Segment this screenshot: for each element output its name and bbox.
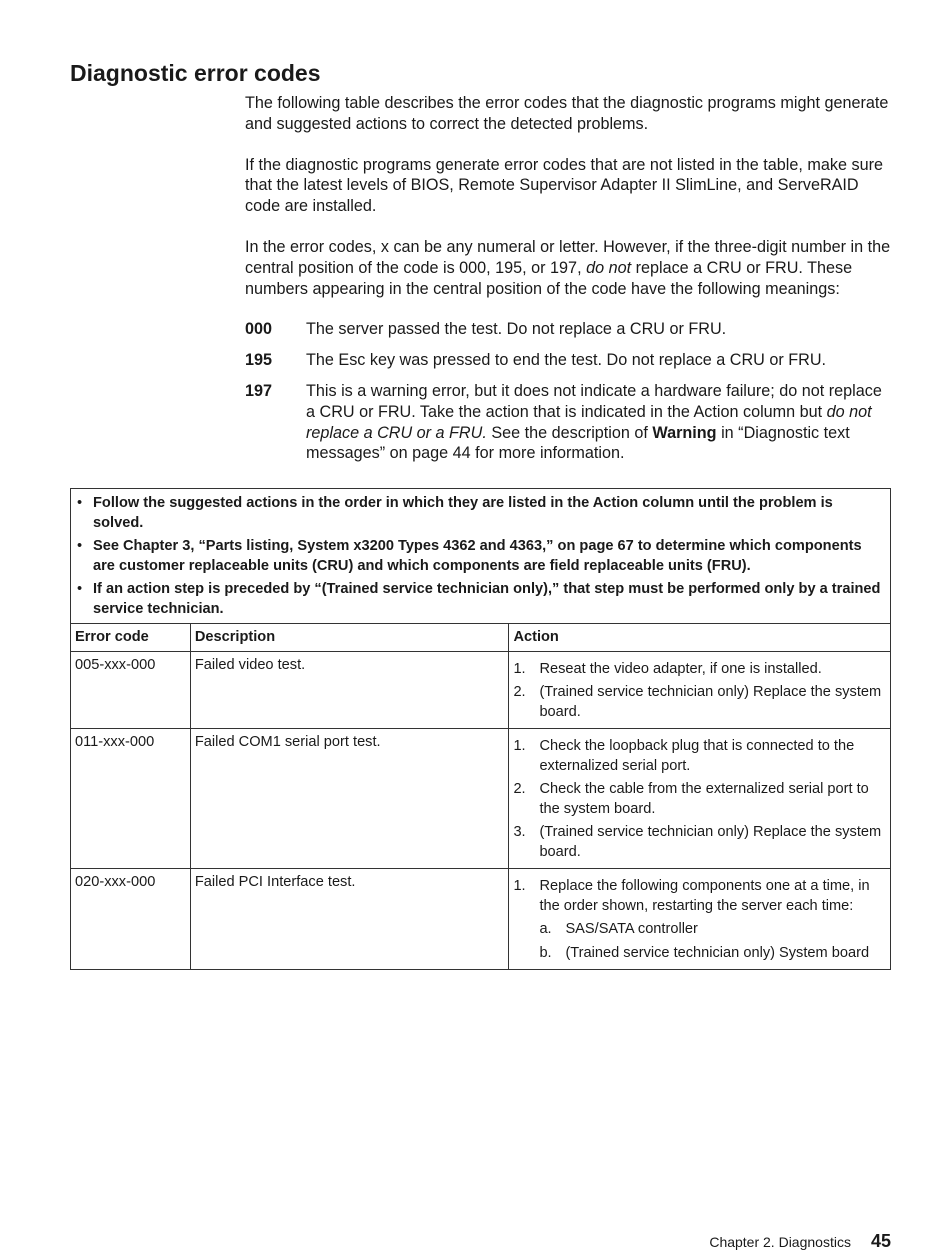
step-number: 1. bbox=[513, 878, 526, 894]
description-cell: Failed COM1 serial port test. bbox=[190, 729, 509, 869]
step-text: Reseat the video adapter, if one is installed. bbox=[539, 660, 822, 677]
step-number: 2. bbox=[513, 684, 526, 700]
action-substeps bbox=[539, 920, 882, 963]
step-number: 3. bbox=[513, 824, 526, 840]
substep-text: SAS/SATA controller bbox=[565, 921, 698, 937]
action-substep bbox=[539, 944, 882, 964]
code-meaning-item bbox=[245, 381, 895, 464]
table-header-row bbox=[71, 624, 891, 652]
error-code-cell: 005-xxx-000 bbox=[71, 651, 191, 729]
table-notes-list bbox=[75, 494, 884, 619]
step-number: 1. bbox=[513, 660, 526, 677]
action-cell bbox=[509, 729, 891, 869]
substep-text: (Trained service technician only) System board bbox=[565, 944, 870, 961]
code-meanings-list bbox=[245, 319, 895, 464]
meaning-text-a: This is a warning error, but it does not indicate a hardware failure; do not replace a CRU or FRU. Take the action that is indicated in the Action column but bbox=[306, 381, 882, 421]
column-header-description: Description bbox=[190, 624, 509, 652]
error-code-cell: 011-xxx-000 bbox=[71, 729, 191, 869]
action-substep bbox=[539, 920, 882, 940]
step-content bbox=[539, 877, 882, 963]
table-row bbox=[71, 869, 891, 970]
meaning-code: 000 bbox=[245, 320, 273, 339]
column-header-action: Action bbox=[509, 624, 891, 652]
step-text: (Trained service technician only) Replace the system board. bbox=[539, 684, 882, 720]
page-number: 45 bbox=[870, 1231, 891, 1251]
table-note: • If an action step is preceded by “(Trained service technician only),” that step must be performed only by a trained service technician. bbox=[75, 580, 884, 619]
table-note: • Follow the suggested actions in the order in which they are listed in the Action column until the problem is solved. bbox=[75, 494, 884, 533]
code-meaning-item bbox=[245, 319, 895, 340]
meaning-text bbox=[306, 381, 895, 464]
intro-paragraph-3-text-a: In the error codes, x can be any numeral or letter. However, if the three-digit number in the central position of the code is 000, 195, or 197, bbox=[245, 237, 891, 277]
meaning-text-b: See the description of bbox=[491, 423, 648, 442]
action-step bbox=[513, 823, 882, 862]
intro-paragraph-3-text-b: replace a CRU or FRU. These numbers appearing in the central position of the code have the following meanings: bbox=[245, 258, 853, 298]
action-cell bbox=[509, 869, 891, 970]
meaning-code: 197 bbox=[245, 381, 273, 400]
table-row bbox=[71, 729, 891, 869]
intro-paragraph-1: The following table describes the error codes that the diagnostic programs might generate and suggested actions to correct the detected problems. bbox=[245, 94, 889, 133]
meaning-emphasis: do not replace a CRU or a FRU. bbox=[306, 402, 872, 442]
substep-letter: a. bbox=[539, 921, 552, 937]
meaning-text: The Esc key was pressed to end the test. Do not replace a CRU or FRU. bbox=[306, 351, 827, 370]
intro-paragraph-2: If the diagnostic programs generate error codes that are not listed in the table, make sure that the latest levels of BIOS, Remote Supervisor Adapter II SlimLine, and ServeRAID code are installed. bbox=[245, 155, 883, 216]
footer-chapter: Chapter 2. Diagnostics bbox=[709, 1234, 851, 1250]
action-step bbox=[513, 737, 882, 776]
action-steps bbox=[513, 877, 882, 963]
step-text: (Trained service technician only) Replace the system board. bbox=[539, 824, 882, 860]
meaning-text: The server passed the test. Do not replace a CRU or FRU. bbox=[306, 320, 727, 339]
table-note: • See Chapter 3, “Parts listing, System x3200 Types 4362 and 4363,” on page 67 to determine which components are customer replaceable units (CRU) and which components are field replaceable units (FRU). bbox=[75, 537, 884, 576]
description-cell: Failed video test. bbox=[190, 651, 509, 729]
column-header-error-code: Error code bbox=[71, 624, 191, 652]
error-code-cell: 020-xxx-000 bbox=[71, 869, 191, 970]
code-meaning-item bbox=[245, 350, 895, 371]
action-steps bbox=[513, 737, 882, 862]
meaning-strong: Warning bbox=[652, 423, 717, 442]
action-step bbox=[513, 877, 882, 963]
table-notes-cell bbox=[71, 489, 891, 624]
action-steps bbox=[513, 660, 882, 723]
error-code-table bbox=[70, 488, 891, 970]
meaning-text-c: in “Diagnostic text messages” on page 44 for more information. bbox=[306, 423, 850, 463]
description-cell: Failed PCI Interface test. bbox=[190, 869, 509, 970]
step-text: Check the loopback plug that is connected to the externalized serial port. bbox=[539, 738, 855, 774]
page-footer bbox=[709, 1231, 891, 1252]
step-text: Replace the following components one at a time, in the order shown, restarting the server each time: bbox=[539, 878, 870, 914]
meaning-code: 195 bbox=[245, 351, 273, 370]
table-notes-row bbox=[71, 489, 891, 624]
step-text: Check the cable from the externalized serial port to the system board. bbox=[539, 781, 869, 817]
intro-section bbox=[245, 93, 895, 474]
table-row bbox=[71, 651, 891, 729]
step-number: 1. bbox=[513, 738, 526, 754]
substep-letter: b. bbox=[539, 944, 552, 961]
action-step bbox=[513, 683, 882, 722]
action-step bbox=[513, 780, 882, 819]
page-title: Diagnostic error codes bbox=[70, 60, 321, 86]
error-code-table-wrapper bbox=[70, 488, 891, 970]
intro-paragraph-3 bbox=[245, 237, 895, 299]
action-step bbox=[513, 660, 882, 680]
step-number: 2. bbox=[513, 781, 526, 797]
action-cell bbox=[509, 651, 891, 729]
intro-paragraph-3-emphasis: do not bbox=[586, 258, 632, 277]
